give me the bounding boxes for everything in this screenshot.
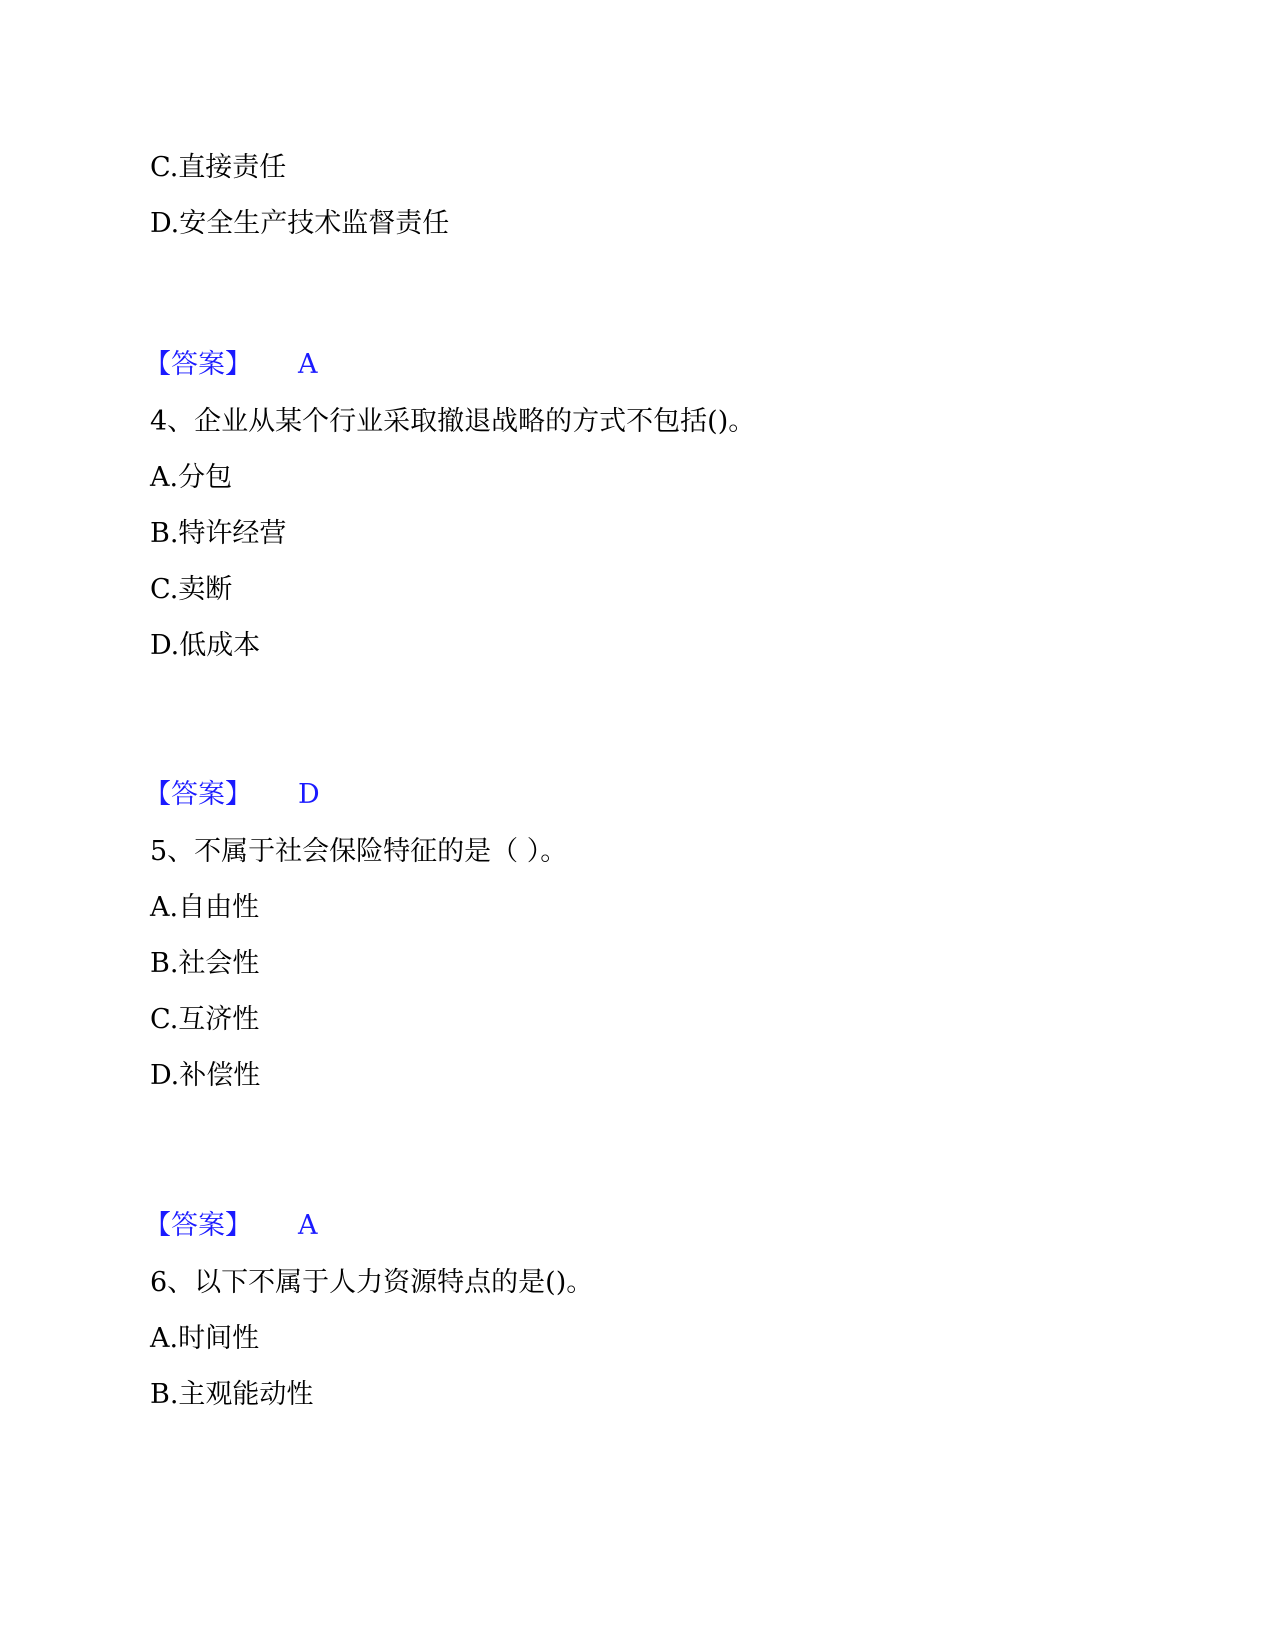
option-d: D.低成本: [150, 630, 261, 661]
answer-value: A: [298, 1210, 318, 1241]
option-c: C.卖断: [150, 574, 233, 605]
answer-row: [144, 347, 318, 383]
question-6-text: 6、以下不属于人力资源特点的是()。: [150, 1267, 594, 1298]
option-c: C.互济性: [150, 1004, 260, 1035]
answer-label: 【答案】: [144, 1210, 252, 1241]
answer-label: 【答案】: [144, 349, 252, 380]
question-4-text: 4、企业从某个行业采取撤退战略的方式不包括()。: [150, 406, 756, 437]
answer-value: A: [298, 349, 318, 380]
answer-row: [144, 777, 320, 813]
option-a: A.分包: [150, 462, 233, 493]
option-b: B.特许经营: [150, 518, 287, 549]
option-a: A.时间性: [150, 1323, 260, 1354]
option-c: C.直接责任: [150, 152, 287, 183]
answer-label: 【答案】: [144, 779, 252, 810]
option-d: D.安全生产技术监督责任: [150, 208, 450, 239]
option-d: D.补偿性: [150, 1060, 261, 1091]
option-a: A.自由性: [150, 892, 260, 923]
option-b: B.主观能动性: [150, 1379, 314, 1410]
answer-value: D: [298, 779, 320, 810]
option-b: B.社会性: [150, 948, 260, 979]
answer-row: [144, 1208, 318, 1244]
question-5-text: 5、不属于社会保险特征的是（ ）。: [150, 836, 568, 867]
